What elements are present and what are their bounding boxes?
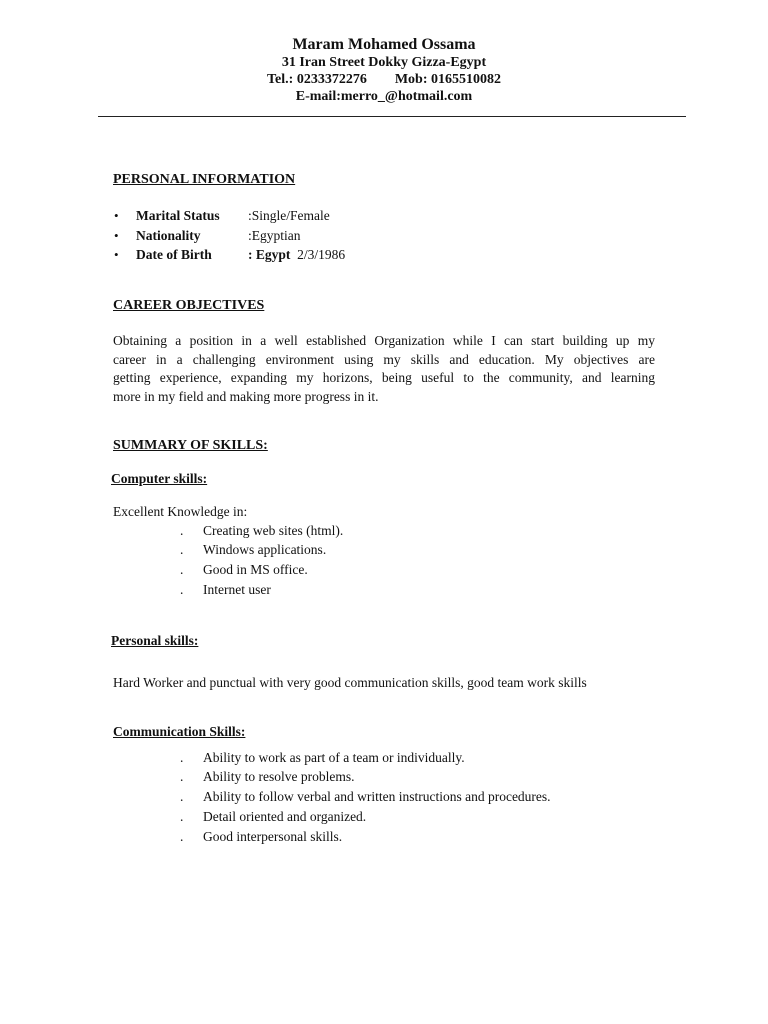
communication-skills-heading: Communication Skills: [113, 724, 246, 739]
list-item-text: Ability to follow verbal and written instructions and procedures. [203, 789, 551, 804]
date-of-birth-value [248, 247, 345, 263]
objective-line: more in my field and making more progress in it. [113, 388, 379, 404]
nationality-label: Nationality [136, 228, 201, 243]
email-line: E-mail:merro_@hotmail.com [295, 89, 473, 104]
list-marker: . [180, 809, 184, 824]
list-item-text: Windows applications. [203, 542, 327, 557]
objective-line: getting experience, expanding my horizons, being useful to the community, and learning [113, 370, 655, 386]
list-marker: . [180, 523, 184, 538]
marital-status-label: Marital Status [136, 208, 220, 223]
personal-skills-text: Hard Worker and punctual with very good communication skills, good team work skills [113, 675, 587, 690]
list-item [180, 562, 308, 578]
list-item-text: Creating web sites (html). [203, 523, 344, 538]
bullet-icon: • [114, 228, 119, 243]
computer-skills-intro: Excellent Knowledge in: [113, 504, 248, 519]
list-item-text: Ability to work as part of a team or individually. [203, 750, 465, 765]
marital-status-value: :Single/Female [248, 208, 330, 223]
list-item [180, 829, 342, 845]
nationality-value: :Egyptian [248, 228, 301, 243]
resume-name: Maram Mohamed Ossama [292, 36, 476, 53]
list-item-text: Good in MS office. [203, 562, 308, 577]
list-marker: . [180, 542, 184, 557]
address-line: 31 Iran Street Dokky Gizza-Egypt [281, 55, 487, 70]
list-item-text: Detail oriented and organized. [203, 809, 367, 824]
list-item [180, 523, 343, 539]
list-item [180, 582, 271, 598]
list-item [180, 809, 366, 825]
personal-skills-heading: Personal skills: [111, 633, 199, 648]
career-objectives-text [113, 332, 655, 406]
bullet-icon: • [114, 247, 119, 262]
objective-line: career in a challenging environment using my skills and education. My objectives are [113, 351, 655, 367]
computer-skills-heading: Computer skills: [111, 471, 208, 486]
list-item-text: Good interpersonal skills. [203, 829, 343, 844]
list-item [180, 769, 354, 785]
list-marker: . [180, 789, 184, 804]
phone-line: Tel.: 0233372276 Mob: 0165510082 [267, 72, 501, 87]
list-marker: . [180, 769, 184, 784]
list-marker: . [180, 562, 184, 577]
date-of-birth-label: Date of Birth [136, 247, 212, 262]
objective-line: Obtaining a position in a well established Organization while I can start building up my [113, 333, 655, 348]
list-item [180, 789, 551, 805]
list-item [180, 750, 465, 766]
list-item-text: Ability to resolve problems. [203, 769, 355, 784]
list-item [180, 542, 326, 558]
list-marker: . [180, 829, 184, 844]
list-marker: . [180, 750, 184, 765]
birth-date: 2/3/1986 [297, 247, 346, 262]
summary-of-skills-heading: SUMMARY OF SKILLS: [113, 438, 268, 453]
header-divider [98, 116, 686, 117]
bullet-icon: • [114, 208, 119, 223]
list-item-text: Internet user [203, 582, 271, 597]
birth-place: : Egypt [248, 247, 291, 262]
career-objectives-heading: CAREER OBJECTIVES [113, 298, 265, 313]
personal-information-heading: PERSONAL INFORMATION [113, 172, 296, 187]
list-marker: . [180, 582, 184, 597]
